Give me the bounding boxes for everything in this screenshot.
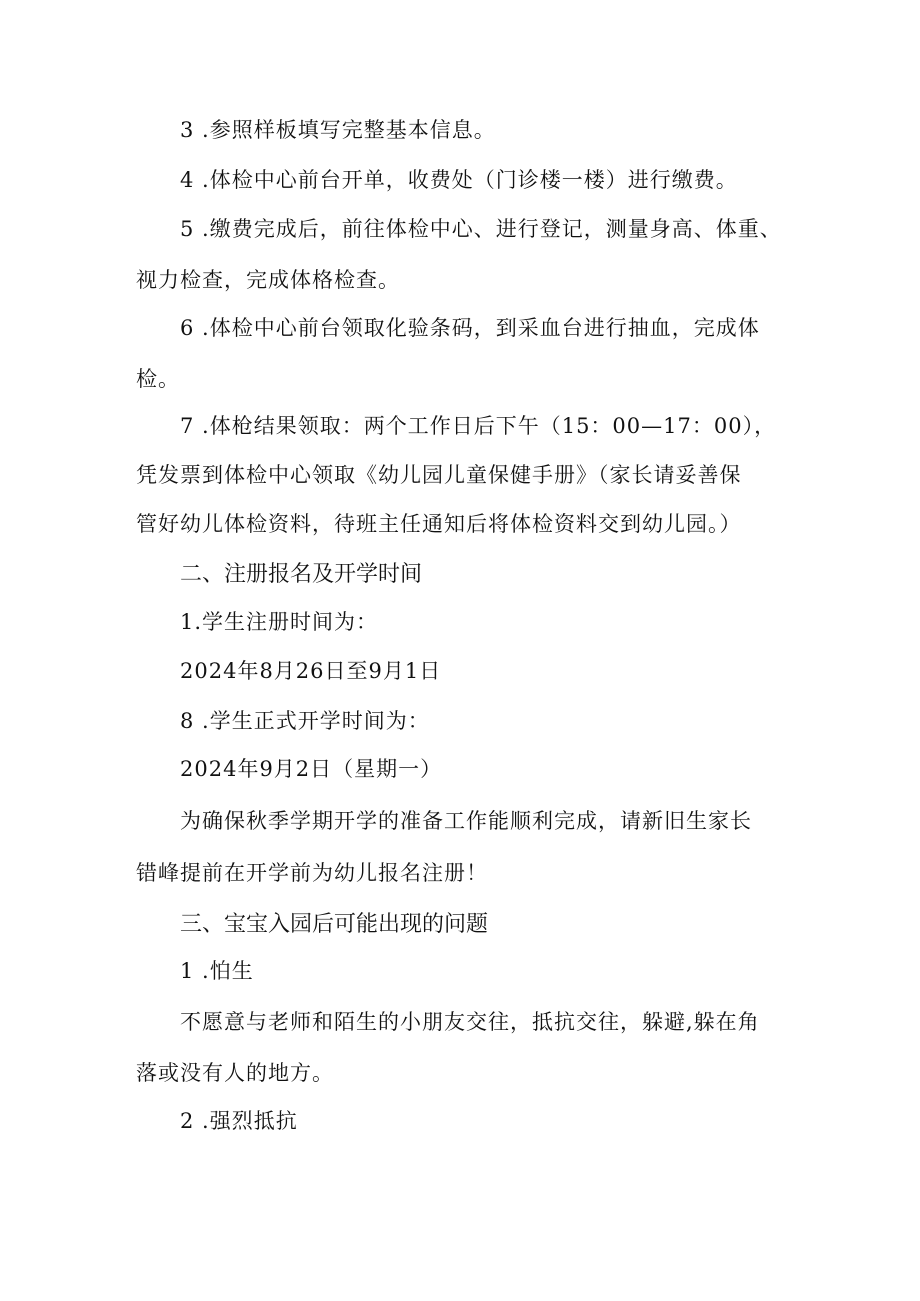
- section-2-heading: 二、注册报名及开学时间: [180, 562, 423, 587]
- list-item-7-line-3: 管好幼儿体检资料，待班主任通知后将体检资料交到幼儿园。）: [136, 512, 742, 536]
- registration-time-label: 1.学生注册时间为：: [180, 610, 379, 634]
- problem-1-label: 1 .怕生: [180, 959, 254, 983]
- list-item-7-line-2: 凭发票到体检中心领取《幼儿园儿童保健手册》（家长请妥善保: [136, 463, 742, 487]
- list-item-3: 3 .参照样板填写完整基本信息。: [180, 118, 496, 142]
- list-item-4: 4 .体检中心前台开单，收费处（门诊楼一楼）进行缴费。: [180, 168, 738, 192]
- school-start-label: 8 .学生正式开学时间为：: [180, 709, 430, 733]
- problem-1-desc-line-1: 不愿意与老师和陌生的小朋友交往，抵抗交往，躲避,躲在角: [180, 1010, 760, 1034]
- list-item-6-line-1: 6 .体检中心前台领取化验条码，到采血台进行抽血，完成体: [180, 316, 760, 340]
- registration-note-line-2: 错峰提前在开学前为幼儿报名注册！: [136, 861, 488, 885]
- list-item-5-line-1: 5 .缴费完成后，前往体检中心、进行登记，测量身高、体重、: [180, 217, 782, 241]
- registration-note-line-1: 为确保秋季学期开学的准备工作能顺利完成，请新旧生家长: [180, 809, 752, 833]
- problem-1-desc-line-2: 落或没有人的地方。: [136, 1061, 334, 1085]
- list-item-5-line-2: 视力检查，完成体格检查。: [136, 268, 400, 292]
- school-start-value: 2024年9月2日（星期一）: [180, 757, 443, 781]
- list-item-7-line-1: 7 .体枪结果领取：两个工作日后下午（15：00—17：00），: [180, 414, 777, 438]
- list-item-6-line-2: 检。: [136, 367, 180, 391]
- section-3-heading: 三、宝宝入园后可能出现的问题: [180, 912, 489, 937]
- problem-2-label: 2 .强烈抵抗: [180, 1109, 298, 1133]
- registration-time-value: 2024年8月26日至9月1日: [180, 659, 442, 683]
